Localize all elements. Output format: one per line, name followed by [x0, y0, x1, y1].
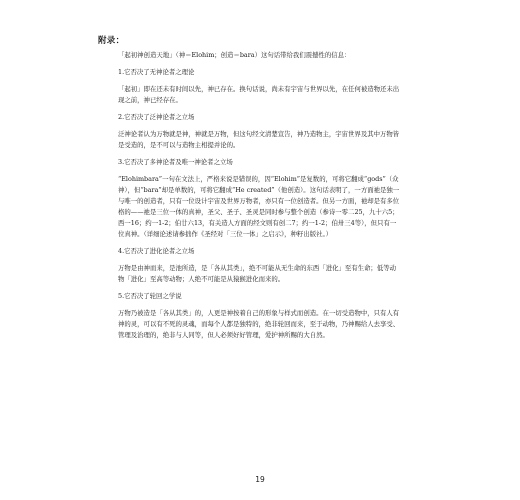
section-2-body: 泛神论者认为万物就是神，神就是万物，但这句经文清楚宣告，神乃造物主，宇宙世界及其中万物皆是受造的，是不可以与造物主相提并论的。 — [118, 130, 400, 149]
section-3-title: 3.它否决了多神论者及唯一神论者之立场 — [118, 158, 233, 166]
appendix-heading: 附录： — [98, 36, 125, 46]
section-5-title: 5.它否决了轮回之学说 — [118, 292, 182, 300]
section-1-title: 1.它否决了无神论者之理论 — [118, 68, 195, 76]
page-number: 19 — [255, 475, 265, 484]
section-4-body: 万物是由神而来，是池所造，是「各从其类」，绝不可能从无生命的东西「进化」至有生命；低等动物「进化」至高等动物；人绝不可能是从猿猴进化而来的。 — [118, 264, 396, 283]
section-4-title: 4.它否决了进化论者之立场 — [118, 247, 195, 255]
section-1-body: 「起初」即在还未有时间以先，神已存在。换句话说，尚未有宇宙与世界以先，在任何被造物还未出现之前，神已经存在。 — [118, 85, 400, 104]
section-3-body: “Elohimbara”一句在文法上，严格来说是错误的，因“Elohim”是复数的，可将它翻成“gods”（众神），但“bara”却是单数的，可将它翻成“He created”（他创造）。这句话表明了，一方面祂是独一与唯一的创造者，只有一位设计宇宙及世界万物者，亦只有一位创造者。但另一方面，祂却是有多位格的——祂是三位一体的真神，圣父、圣子、圣灵是同时参与整个创造（参诗一零二25，九十六5；西一16；约一1-2；伯廿六13，有关造人方面的经文则有创二7；约一1-2；伯卅三4等），但只有一位真神。（详细论述请参拙作《圣经对「三位一体」之启示》，种籽出版社。） — [118, 175, 400, 238]
intro-paragraph: 「起初神创造天地」（神＝Elohim；创造＝bara）这句话带给我们震撼性的信息： — [118, 51, 351, 59]
section-2-title: 2.它否决了泛神论者之立场 — [118, 113, 195, 121]
section-5-body: 万物乃被造是「各从其类」的，人更是神按着自己的形象与样式而创造。在一切受造物中，只有人有神的灵，可以有不死的灵魂，而每个人都是独特的，绝非轮回而来，至于动物，乃神赐给人去享受、管理及治理的，绝非与人同等，但人必须好好管理，爱护神所赐的大自然。 — [118, 309, 400, 339]
document-body — [118, 50, 400, 347]
